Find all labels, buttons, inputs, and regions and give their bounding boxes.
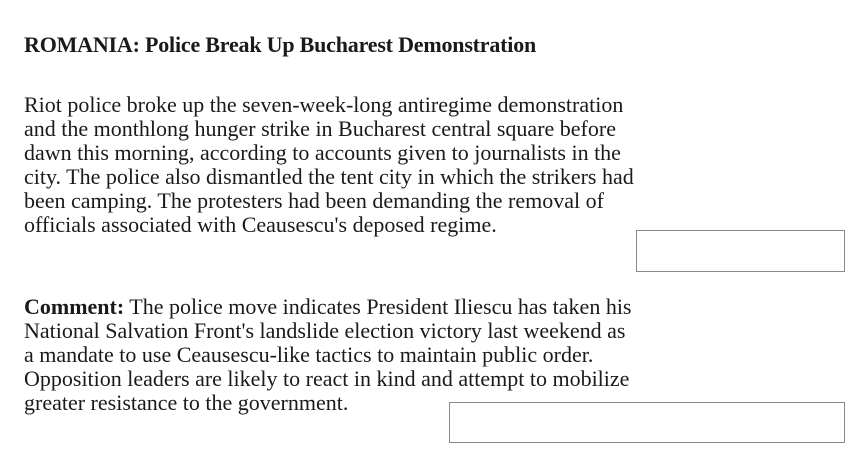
news-paragraph: [24, 93, 634, 237]
paragraph-line: [24, 295, 632, 319]
redaction-box: [449, 402, 845, 443]
paragraph-line: officials associated with Ceausescu's deposed regime.: [24, 212, 497, 237]
comment-paragraph: [24, 295, 632, 415]
redaction-box: [636, 230, 845, 272]
paragraph-line: Riot police broke up the seven-week-long antiregime demonstration: [24, 92, 624, 117]
paragraph-line: Opposition leaders are likely to react in kind and attempt to mobilize: [24, 366, 630, 391]
paragraph-line: a mandate to use Ceausescu-like tactics to maintain public order.: [24, 342, 594, 367]
paragraph-line: been camping. The protesters had been demanding the removal of: [24, 188, 604, 213]
comment-text: The police move indicates President Iliescu has taken his: [124, 294, 632, 319]
paragraph-line: city. The police also dismantled the tent city in which the strikers had: [24, 164, 634, 189]
paragraph-line: and the monthlong hunger strike in Bucharest central square before: [24, 116, 616, 141]
headline: ROMANIA: Police Break Up Bucharest Demonstration: [24, 32, 537, 57]
paragraph-line: greater resistance to the government.: [24, 390, 349, 415]
paragraph-line: National Salvation Front's landslide election victory last weekend as: [24, 318, 626, 343]
paragraph-line: dawn this morning, according to accounts given to journalists in the: [24, 140, 621, 165]
comment-label: Comment:: [24, 294, 125, 319]
